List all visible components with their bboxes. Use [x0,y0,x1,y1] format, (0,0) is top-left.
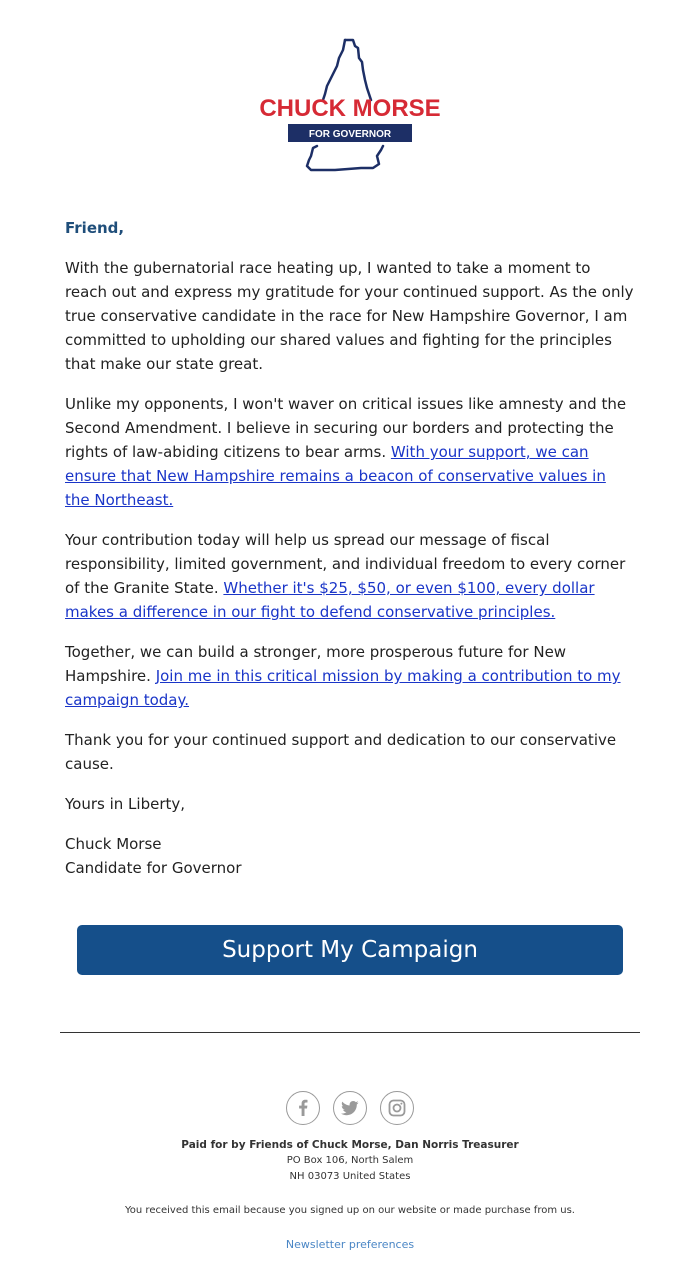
paragraph-3-text: Your contribution today will help us spread our message of fiscal responsibility, limited government, and individual freedom to every corner of the Granite State. [65,531,626,597]
paid-for-disclaimer: Paid for by Friends of Chuck Morse, Dan Norris Treasurer [181,1139,519,1151]
signature [65,832,635,880]
newsletter-preferences-link[interactable]: Newsletter preferences [285,1238,415,1251]
logo-name-text: CHUCK MORSE [259,95,441,122]
paragraph-4 [65,640,635,712]
address-line-1: PO Box 106, North Salem [286,1155,414,1166]
twitter-icon [340,1098,360,1118]
state-outline-left [323,40,345,100]
letter-body [65,216,635,896]
logo-tagline-text: FOR GOVERNOR [308,129,392,140]
paragraph-1: With the gubernatorial race heating up, I wanted to take a moment to reach out and express my gratitude for your continued support. As the only true conservative candidate in the race for New Hampshire Governor, I am committed to upholding our shared values and fighting for the principles that make our state great. [65,259,634,373]
paragraph-5: Thank you for your continued support and dedication to our conservative cause. [65,731,617,773]
paragraph-2 [65,392,635,512]
paragraph-3 [65,528,635,624]
facebook-link[interactable] [286,1091,320,1125]
social-links [0,1091,700,1127]
join-mission-link[interactable]: Join me in this critical mission by making a contribution to my campaign today. [65,667,621,709]
signature-name: Chuck Morse [65,835,162,853]
instagram-icon [387,1098,407,1118]
closing: Yours in Liberty, [65,795,186,813]
campaign-logo [0,36,700,176]
greeting: Friend, [65,219,125,237]
subscription-reason: You received this email because you signed up on our website or made purchase from us. [125,1205,575,1216]
facebook-icon [293,1098,313,1118]
support-ensure-link[interactable]: With your support, we can ensure that New Hampshire remains a beacon of conservative values in the Northeast. [65,443,606,509]
new-hampshire-outline-logo [255,36,445,176]
paragraph-4-text: Together, we can build a stronger, more prosperous future for New Hampshire. [65,643,567,685]
support-campaign-button[interactable]: Support My Campaign [77,925,623,975]
contribution-amount-link[interactable]: Whether it's $25, $50, or even $100, every dollar makes a difference in our fight to defend conservative principles. [65,579,595,621]
paragraph-2-text: Unlike my opponents, I won't waver on critical issues like amnesty and the Second Amendment. I believe in securing our borders and protecting the rights of law-abiding citizens to bear arms. [65,395,627,461]
state-outline-top [345,40,371,100]
footer-divider [60,1032,640,1033]
signature-title: Candidate for Governor [65,859,242,877]
state-outline-bottom [307,146,383,170]
twitter-link[interactable] [333,1091,367,1125]
address-line-2: NH 03073 United States [289,1171,411,1182]
instagram-link[interactable] [380,1091,414,1125]
